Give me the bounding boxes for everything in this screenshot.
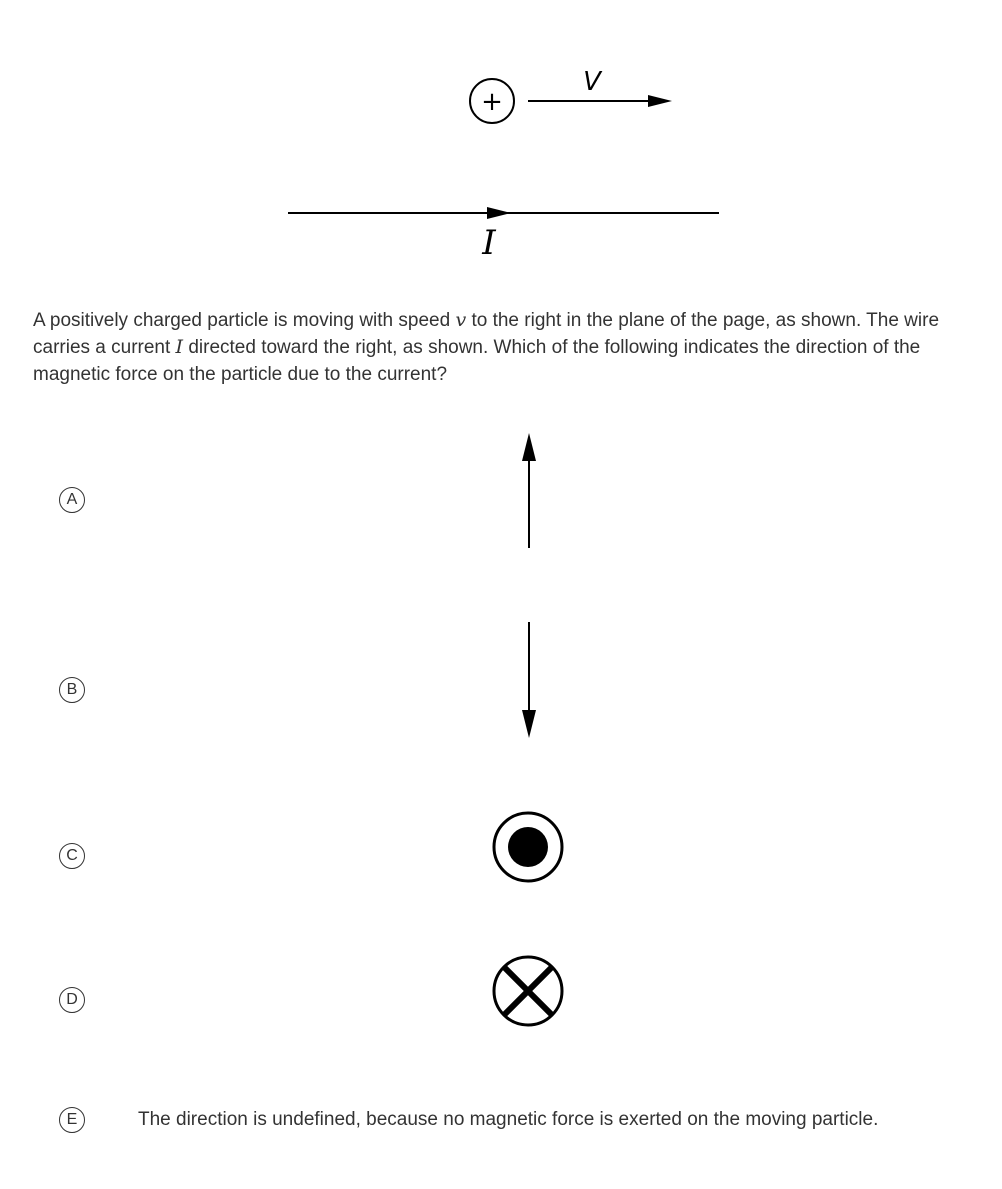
current-symbol: I [175, 336, 184, 358]
out-of-page-icon [483, 802, 573, 892]
choice-a-letter[interactable]: A [59, 487, 85, 513]
question-text [33, 307, 973, 388]
question-part-2: to the right in the plane of the page, as shown. The wire carries a current [33, 310, 940, 358]
choice-b[interactable] [0, 610, 1002, 750]
into-page-icon [483, 946, 573, 1036]
choice-d[interactable] [0, 944, 1002, 1044]
choice-e[interactable] [0, 1100, 1002, 1140]
question-part-1: A positively charged particle is moving with speed [33, 310, 456, 331]
up-arrow-icon [509, 420, 549, 560]
physics-figure [0, 0, 1002, 280]
choice-b-letter[interactable]: B [59, 677, 85, 703]
choice-e-text[interactable]: The direction is undefined, because no magnetic force is exerted on the moving particle. [138, 1109, 879, 1130]
down-arrow-icon [509, 610, 549, 750]
choice-a[interactable] [0, 420, 1002, 560]
question-part-3: directed toward the right, as shown. Which of the following indicates the direction of the magnetic force on the particle due to the current? [33, 337, 921, 385]
choice-c[interactable] [0, 800, 1002, 900]
positive-charge [470, 79, 514, 123]
choice-e-letter[interactable]: E [59, 1107, 85, 1133]
positive-charge-symbol: + [481, 87, 503, 117]
choice-c-letter[interactable]: C [59, 843, 85, 869]
choice-d-letter[interactable]: D [59, 987, 85, 1013]
current-label: I [482, 223, 496, 263]
speed-symbol: v [455, 309, 467, 331]
current-wire [288, 207, 719, 219]
velocity-label: V [583, 67, 601, 97]
